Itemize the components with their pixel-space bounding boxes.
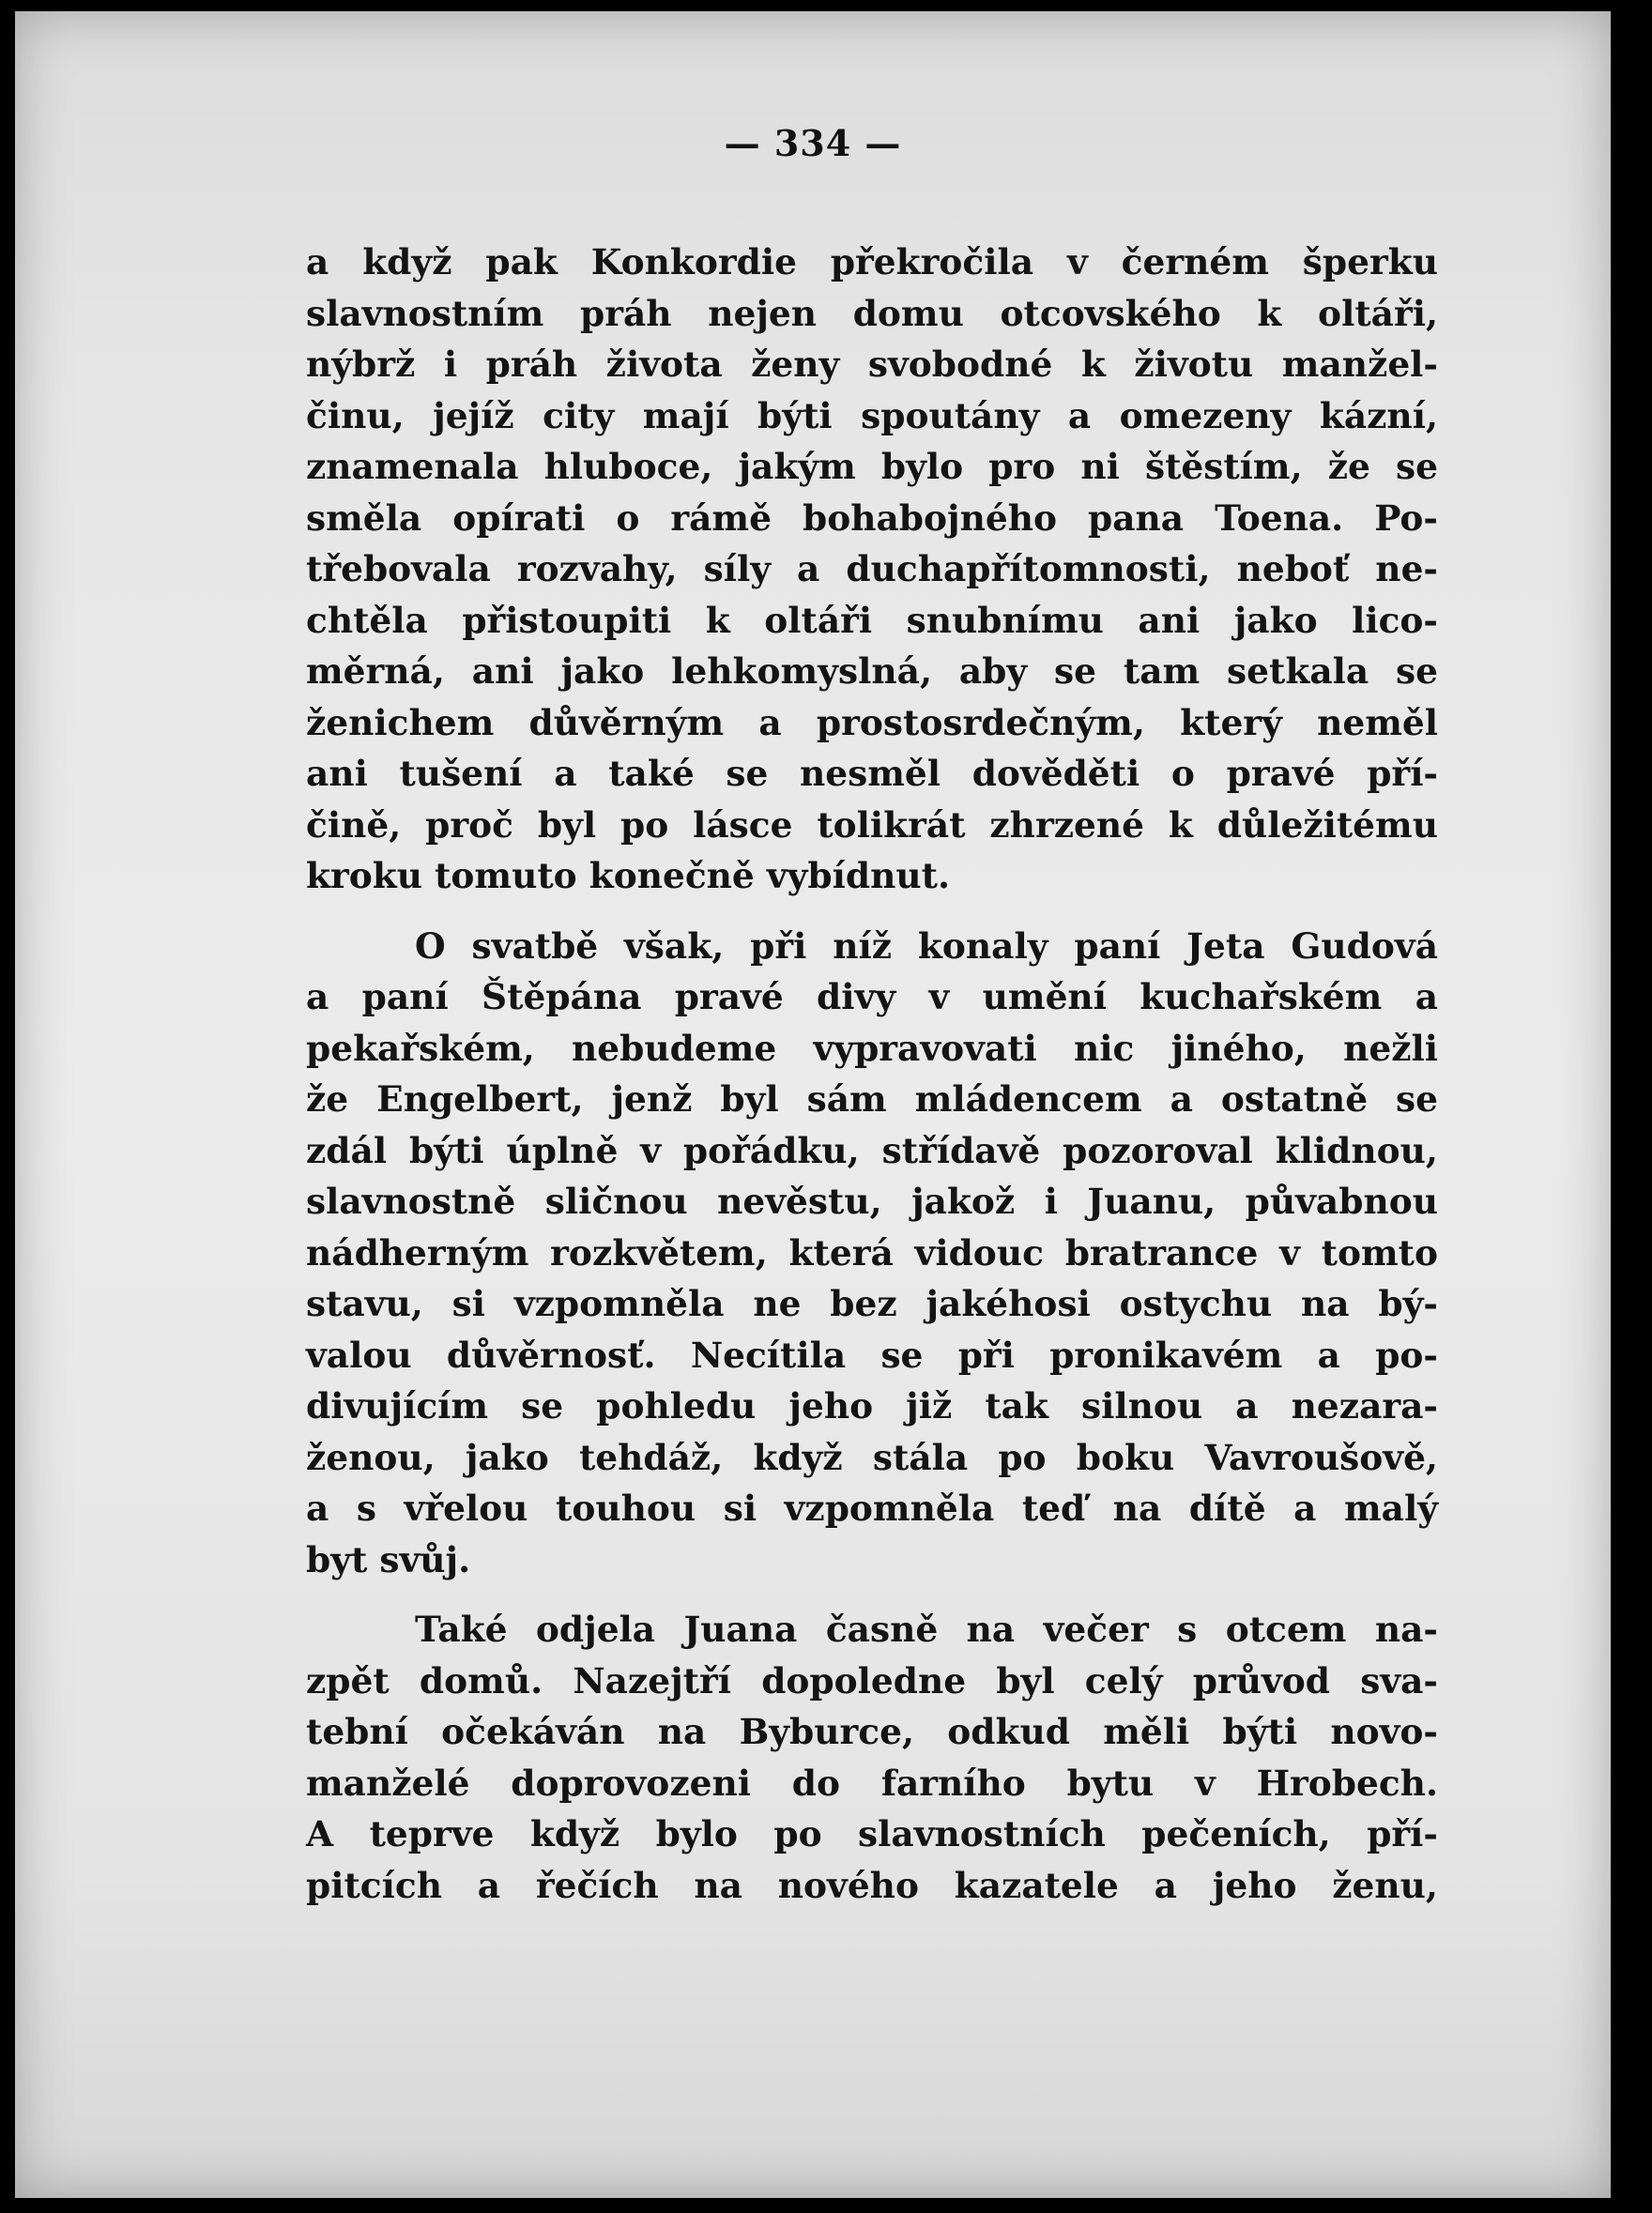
text-line: A teprve když bylo po slavnostních pečeních, pří- <box>306 1813 1438 1854</box>
text-line: ženou, jako tehdáž, když stála po boku Vavroušově, <box>306 1436 1438 1478</box>
book-page <box>15 11 1611 2198</box>
text-line: Také odjela Juana časně na večer s otcem na- <box>415 1609 1438 1650</box>
text-line: ani tušení a také se nesměl dověděti o pravé pří- <box>306 753 1438 794</box>
text-line: pekařském, nebudeme vypravovati nic jiného, nežli <box>306 1027 1438 1069</box>
text-line: čině, proč byl po lásce tolikrát zhrzené k důležitému <box>306 803 1438 846</box>
text-line: O svatbě však, při níž konaly paní Jeta Gudová <box>415 924 1438 967</box>
text-line: chtěla přistoupiti k oltáři snubnímu ani jako lico- <box>306 599 1438 641</box>
text-line: stavu, si vzpomněla ne bez jakéhosi ostychu na bý- <box>306 1283 1438 1324</box>
text-line: směla opírati o rámě bohabojného pana Toena. Po- <box>306 496 1438 539</box>
text-line: manželé doprovozeni do farního bytu v Hrobech. <box>306 1762 1438 1804</box>
text-line: činu, jejíž city mají býti spoutány a omezeny kázní, <box>306 394 1438 436</box>
text-line: a paní Štěpána pravé divy v umění kuchařském a <box>306 976 1438 1017</box>
text-line: ženichem důvěrným a prostosrdečným, který neměl <box>306 701 1438 743</box>
paragraph-1 <box>306 237 1438 902</box>
text-line: byt svůj. <box>306 1538 471 1580</box>
text-line: zpět domů. Nazejtří dopoledne byl celý průvod sva- <box>306 1659 1438 1702</box>
text-line: nýbrž i práh života ženy svobodné k životu manžel- <box>306 343 1438 385</box>
text-line: a s vřelou touhou si vzpomněla teď na dítě a malý <box>306 1488 1438 1529</box>
text-line: měrná, ani jako lehkomyslná, aby se tam setkala se <box>306 650 1438 692</box>
text-line: valou důvěrnosť. Necítila se při pronikavém a po- <box>306 1334 1438 1376</box>
text-line: znamenala hluboce, jakým bylo pro ni štěstím, že se <box>306 446 1438 487</box>
text-line: nádherným rozkvětem, která vidouc bratrance v tomto <box>306 1231 1438 1274</box>
text-line: že Engelbert, jenž byl sám mládencem a ostatně se <box>306 1078 1438 1120</box>
page-number: — 334 — <box>724 122 902 164</box>
text-line: divujícím se pohledu jeho již tak silnou a nezara- <box>306 1385 1438 1427</box>
body-text <box>306 237 1438 1911</box>
text-line: třebovala rozvahy, síly a duchapřítomnosti, neboť ne- <box>306 548 1438 589</box>
text-line: kroku tomuto konečně vybídnut. <box>306 855 951 896</box>
text-line: slavnostním práh nejen domu otcovského k oltáři, <box>306 292 1438 334</box>
text-line: tební očekáván na Byburce, odkud měli býti novo- <box>306 1711 1438 1752</box>
text-line: a když pak Konkordie překročila v černém šperku <box>306 241 1438 282</box>
paragraph-3 <box>306 1604 1438 1911</box>
text-line: pitcích a řečích na nového kazatele a jeho ženu, <box>306 1864 1438 1906</box>
text-line: zdál býti úplně v pořádku, střídavě pozoroval klidnou, <box>306 1129 1438 1171</box>
text-line: slavnostně sličnou nevěstu, jakož i Juanu, půvabnou <box>306 1181 1438 1222</box>
paragraph-2 <box>306 921 1438 1586</box>
